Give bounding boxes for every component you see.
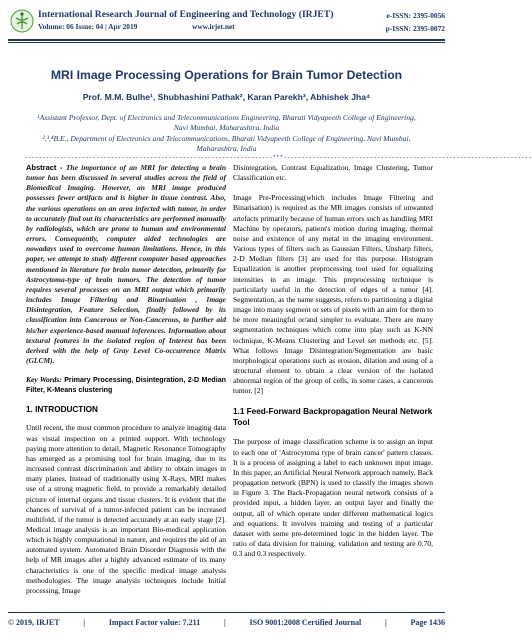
preprocessing-text: Image Pre-Processing(which includes Image Filtering and Binarisation) is required as the MR images consists of unwanted artefacts primarily because of human errors such as handling MRI Machine by operators, patient's motion during imaging, thermal noise and existence of any metal in the imaging environment. Various types of filters such as Gaussian Filters, Unsharp filters, 2-D Median filters [3] are used for this purpose. Histogram Equalization is another preprocessing tool used for equalizing intensities in an image. This preprocessing technique is particularly useful in the detection of edges of a tumor [4]. Segmentation, as the name suggests, refers to partitioning a digital image into many segment or sets of pixels with an aim for them to be more meaningful or/and simpler to evaluate. There are many segmentation techniques which come into play such as K-NN technique, K-Means Clustering and Level set methods etc. [5]. What follows Image Disintegration/Segmentation are basic morphological operations such as erosion, dilation and using of a structural element to obtain a clear version of the isolated abnormal region of the group of cells, in some cases, a cancerous tumor. [2] [233,193,433,396]
footer-separator: | [223,618,226,627]
paper-authors: Prof. M.M. Bulhe¹, Shubhashini Pathak², Karan Parekh³, Abhishek Jha⁴ [82,92,371,102]
neural-network-text: The purpose of image classification scheme is to assign an input to each one of 'Astrocytoma type of brain cancer' pattern classes. It is a process of assigning a label to each unknown input image. In this paper, an Artificial Neural Network approach namely, Back propagation network (BPN) is used to classify the images shown in Figure 3. The Back-Propagation neural network consists of a provided input, a hidden layer, an output layer and finally the output, all of which operate under different mathematical logics and equations. It involves training and testing of a particular dataset with some pre-determined logic in the hidden layer. The ratio of data division for training, validation and testing are 0.70, 0.3 and 0.3 respectively. [233,437,433,559]
page-footer [8,618,445,627]
footer-divider [8,612,445,613]
journal-website-link[interactable]: www.irjet.net [192,22,235,31]
eissn: e-ISSN: 2395-0056 [386,11,445,20]
affiliation-2: ²,³,⁴B.E., Department of Electronics and Telecommunications, Bharati Vidyapeeth College of Engineering, Navi Mumbai, Maharashtra, India [42,134,411,154]
intro-continuation: Disintegration, Contrast Equalization, Image Clustering, Tumor Classification etc. [233,163,433,183]
abstract-label: Abstract - [26,163,63,172]
section-separator: ---------------------------------------------------------------------***--------------------------------------------------------------------- [24,154,532,161]
intro-text: Until recent, the most common procedure to analyze imaging data was visual inspection on a printed support. With technology paying more attention to detail, Magnetic Resonance Tomography has emerged as a promising tool for brain imaging, due to its increased contrast discrimination and ability to obtain images in many planes. Instead of traditionally using X-Rays, MRI makes use of a strong magnetic field, to provide a remarkably detailed picture of internal organs and tissue clusters. It is evident that the chances of survival of a tumor-infected patient can be increased multifold, if the tumor is detected accurately at an early stage [2]. Medical image analysis is an important Bio-medical application which is highly computational in nature, and requires the aid of an automated system. Automated Brain Disorder Diagnosis with the help of MR images after a highly advanced estimate of its many characteristics is one of the specific medical image analysis methodologies. The image analysis techniques include Initial processing, Image [26,423,226,595]
iso-certification: ISO 9001:2008 Certified Journal [249,618,362,627]
header-divider [8,39,445,41]
journal-name: International Research Journal of Engineering and Technology (IRJET) [38,9,334,20]
header-divider-thin [8,42,445,43]
impact-factor: Impact Factor value: 7.211 [108,618,201,627]
copyright: © 2019, IRJET [8,618,60,627]
abstract-text: The importance of an MRI for detecting a brain tumor has been discussed in several studies across the field of Biomedical Imaging. However, an MRI image produced possesses fewer artifacts and is higher in tissue contrast. Also, the various operations on an area infected with tumor, in order to accurately find out its characteristics are performed manually by radiologists, which are prone to human and environmental errors. Consequently, computer aided technologies are nowadays used to overcome human limitations. Hence, in this paper, we attempt to study different computer based approaches mentioned in literature for brain tumor detection, primarily for Astrocytoma-type of brain tumors. The detection of tumor requires several processes on an MRI output which primarily includes Image Filtering and Binarisation , Image Disintegration, Feature Selection, finally followed by its classification into Cancerous or Non-Cancerous, to further aid his/her experience-based manual inferences. Information about textural features in the isolated region of Interest has been derived with the help of Gray Level Co-occurrence Matrix (GLCM). [26,163,226,365]
affiliation-1: ¹Assistant Professor, Dept. of Electronics and Telecommunications Engineering, Bharati Vidyapeeth College of Engineering, Navi Mumbai, Maharashtra, India [37,113,416,133]
footer-separator: | [385,618,387,627]
footer-separator: | [83,618,86,627]
page-number: Page 1436 [410,618,445,627]
intro-heading: 1. INTRODUCTION [26,405,98,415]
abstract [26,163,226,366]
issn-block [386,9,445,35]
journal-header [8,8,445,36]
keywords-label: Key Words: [26,375,62,385]
keywords [26,375,226,395]
left-column [26,163,226,596]
pissn: p-ISSN: 2395-0072 [385,24,445,33]
paragraph-gap [233,183,433,193]
keywords-text: Primary Processing, Disintegration, 2-D Median Filter, K-Means clustering [26,376,226,395]
irjet-logo-icon [10,9,34,33]
right-column [233,163,433,559]
volume-issue: Volume: 06 Issue: 04 | Apr 2019 [38,22,138,31]
subsection-heading: 1.1 Feed-Forward Backpropagation Neural Network Tool [233,407,433,428]
paper-title: MRI Image Processing Operations for Brain Tumor Detection [50,68,403,82]
